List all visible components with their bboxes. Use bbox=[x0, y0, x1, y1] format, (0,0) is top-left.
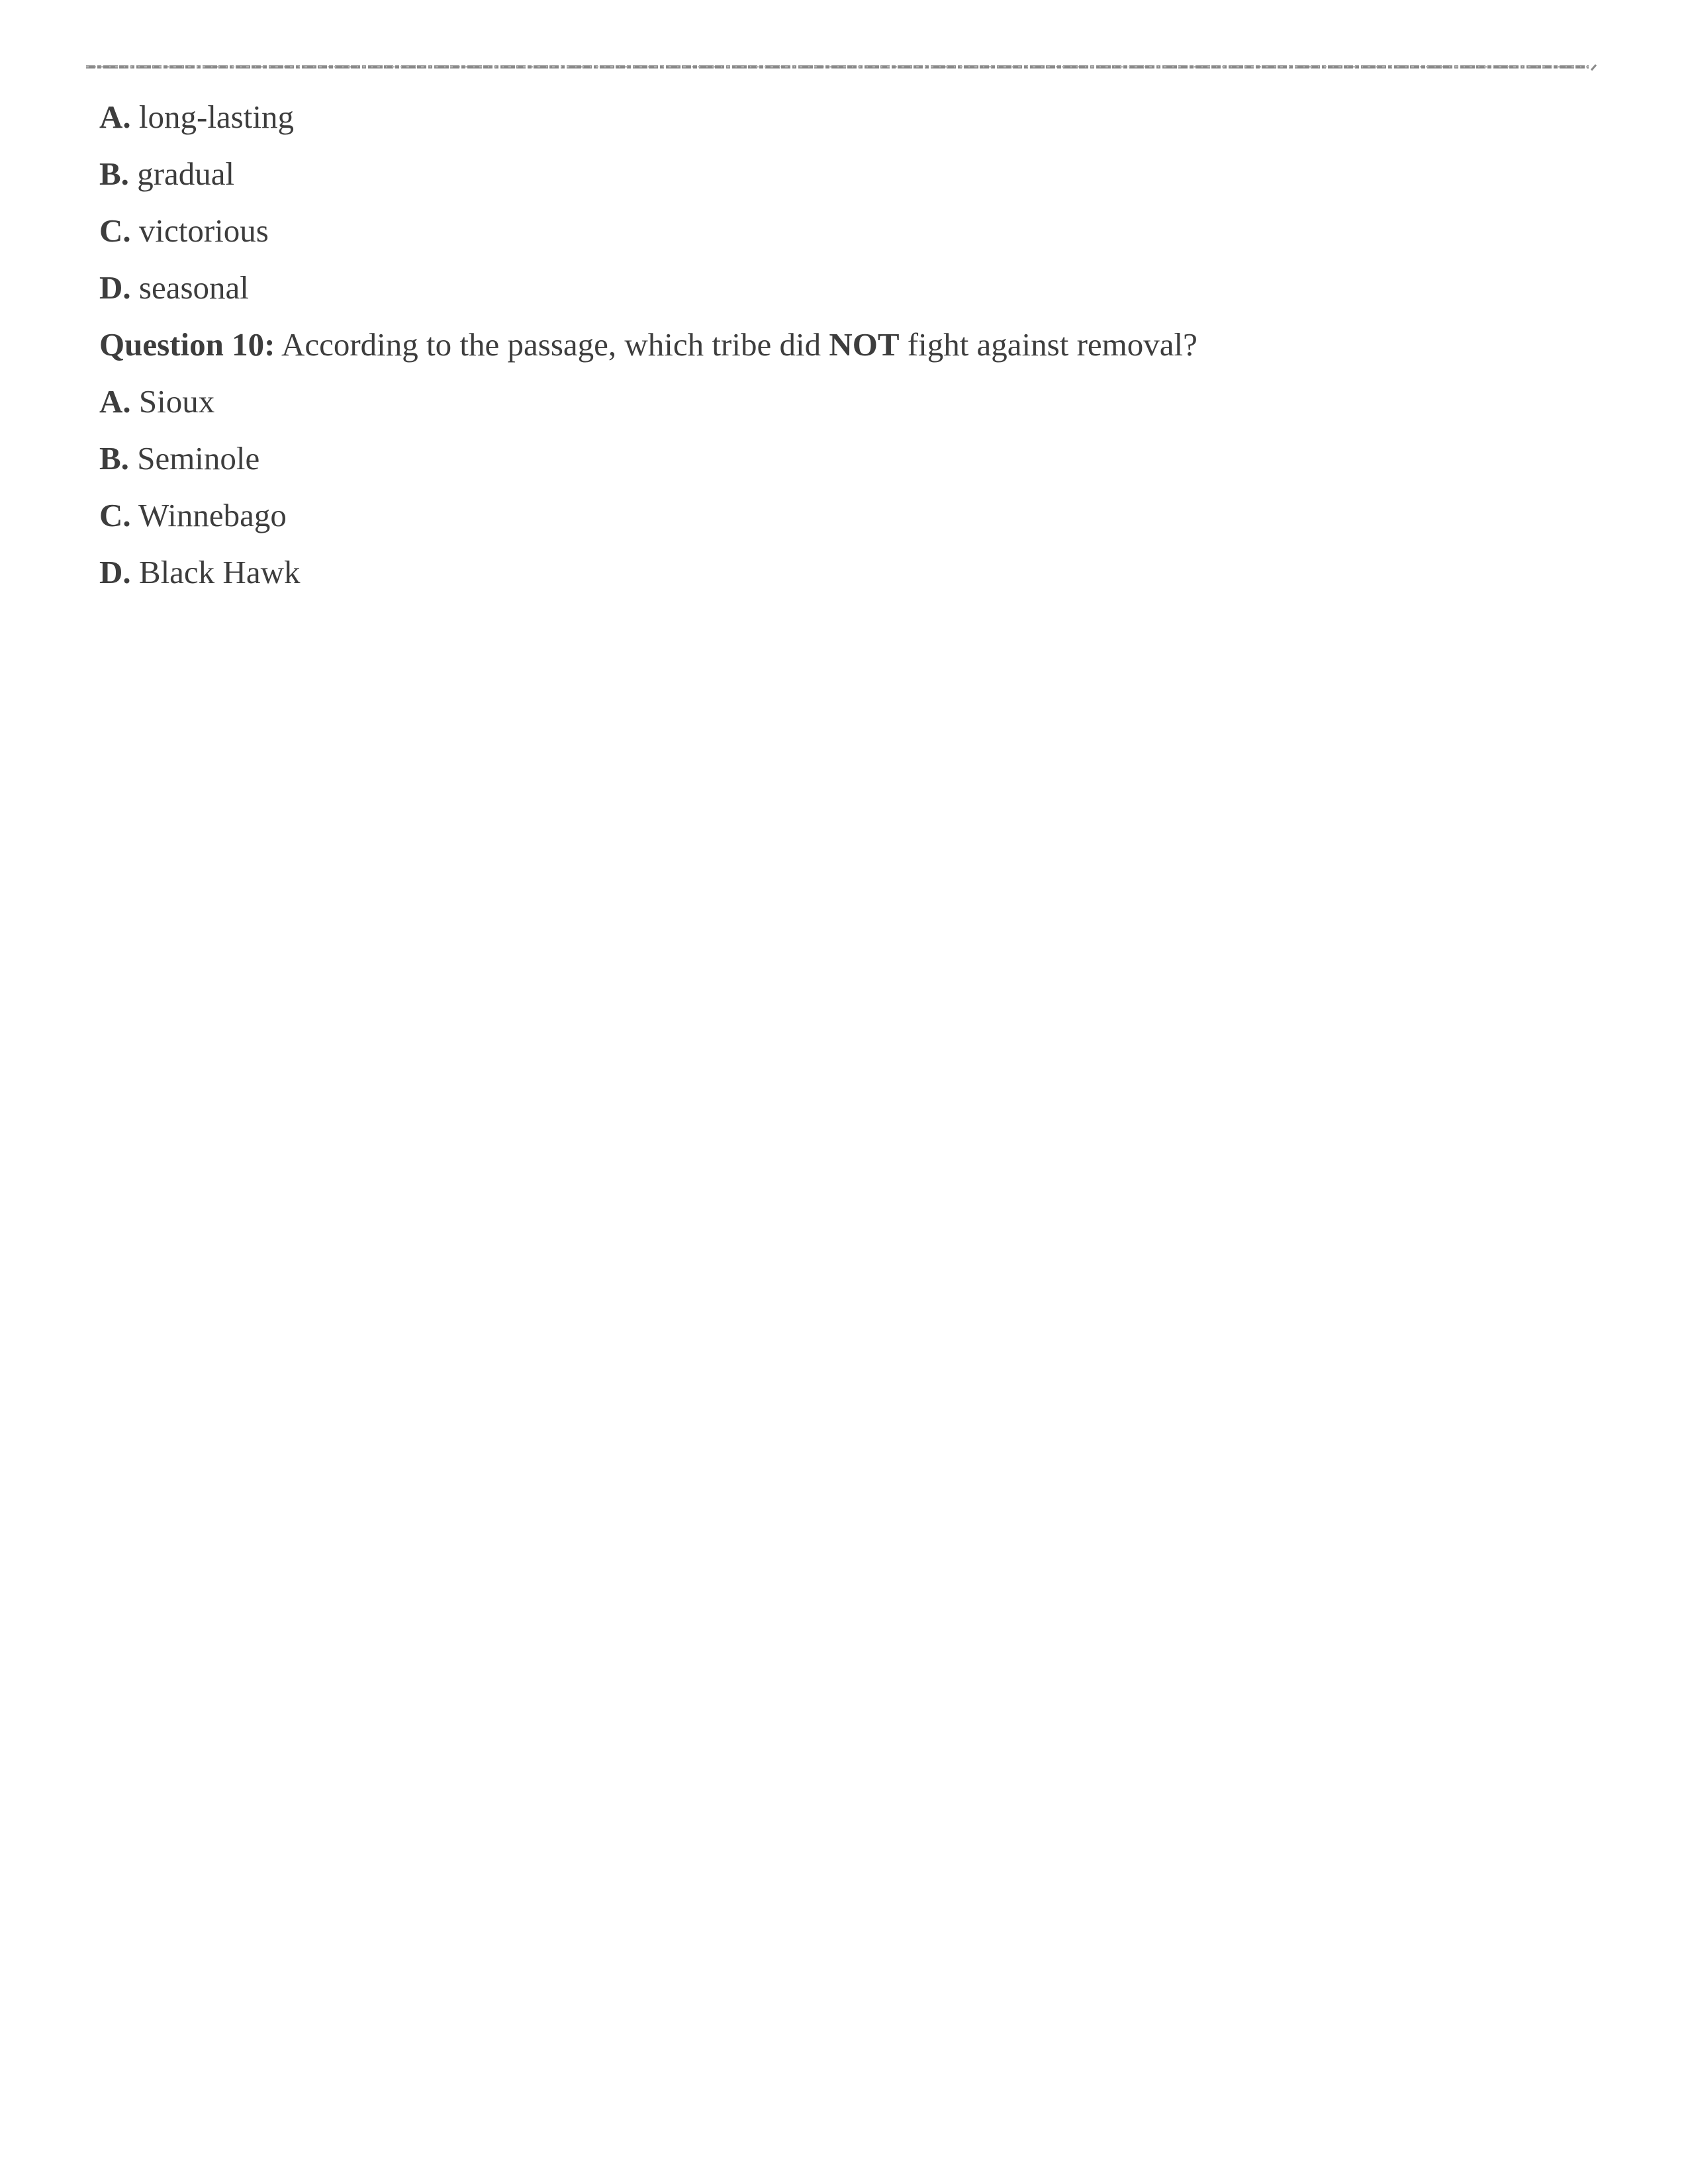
q10-option-a bbox=[99, 383, 1589, 421]
option-text: victorious bbox=[138, 212, 269, 249]
option-letter: B. bbox=[99, 440, 129, 477]
option-letter: D. bbox=[99, 554, 131, 590]
q10-option-c bbox=[99, 496, 1589, 535]
option-text: seasonal bbox=[138, 269, 249, 306]
question-text-before: According to the passage, which tribe did bbox=[281, 326, 821, 363]
option-text: Seminole bbox=[137, 440, 260, 477]
option-letter: B. bbox=[99, 156, 129, 192]
option-letter: C. bbox=[99, 497, 131, 533]
option-a bbox=[99, 98, 1589, 136]
question-10-stem bbox=[99, 326, 1589, 364]
question-emphasis: NOT bbox=[829, 326, 900, 363]
option-text: Winnebago bbox=[138, 497, 287, 533]
top-divider-rule bbox=[86, 64, 1597, 71]
option-letter: A. bbox=[99, 383, 131, 420]
option-text: long-lasting bbox=[138, 99, 294, 135]
option-text: gradual bbox=[137, 156, 235, 192]
option-c bbox=[99, 212, 1589, 250]
option-b bbox=[99, 155, 1589, 193]
option-letter: A. bbox=[99, 99, 131, 135]
option-text: Sioux bbox=[138, 383, 215, 420]
question-label: Question 10: bbox=[99, 326, 275, 363]
q10-option-d bbox=[99, 553, 1589, 592]
option-text: Black Hawk bbox=[138, 554, 301, 590]
q10-option-b bbox=[99, 439, 1589, 478]
question-text-after: fight against removal? bbox=[907, 326, 1197, 363]
question-content bbox=[99, 98, 1589, 610]
option-letter: C. bbox=[99, 212, 131, 249]
option-d bbox=[99, 269, 1589, 307]
option-letter: D. bbox=[99, 269, 131, 306]
